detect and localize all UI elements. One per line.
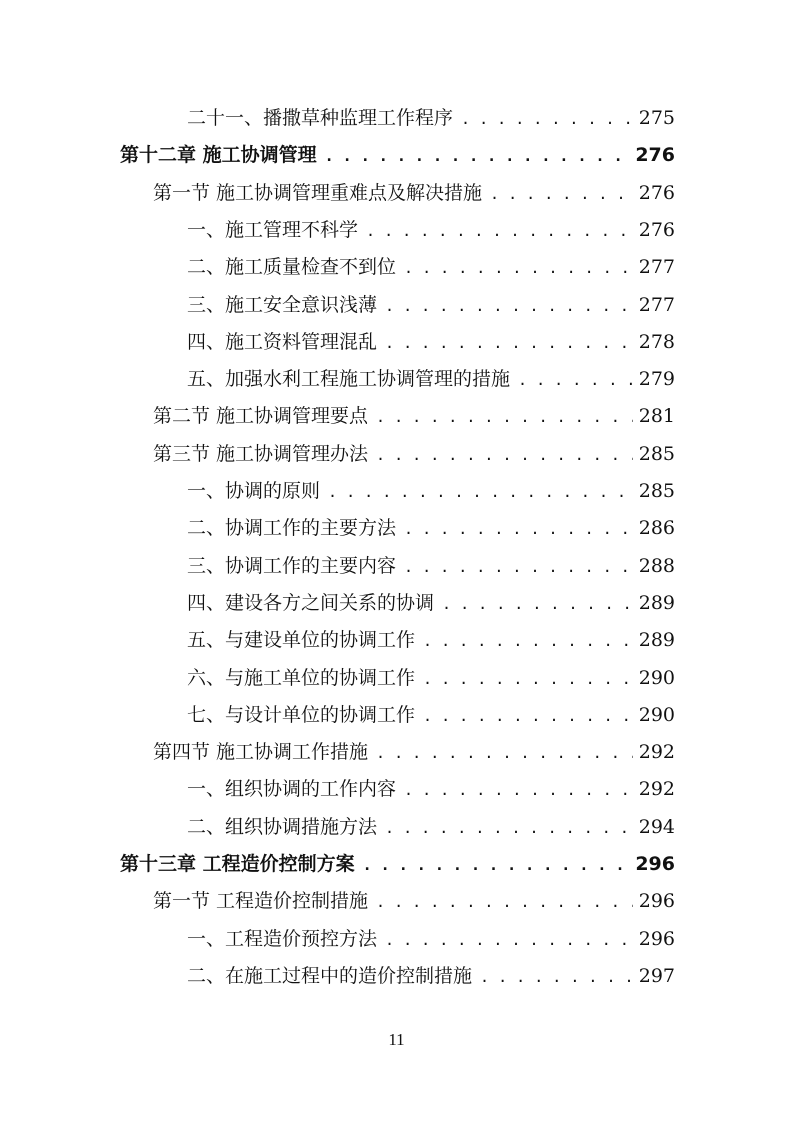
toc-entry-title: 七、与设计单位的协调工作 — [187, 703, 416, 726]
toc-entry[interactable] — [187, 249, 675, 286]
toc-entry[interactable] — [120, 846, 675, 883]
toc-entry-page: 290 — [638, 666, 675, 689]
toc-entry[interactable] — [187, 622, 675, 659]
toc-entry-page: 276 — [635, 144, 675, 167]
toc-entry-page: 292 — [638, 741, 675, 764]
toc-entry-page: 288 — [638, 554, 675, 577]
toc-entry-page: 281 — [638, 405, 675, 428]
toc-entry-page: 296 — [638, 890, 675, 913]
dot-leader — [423, 661, 633, 698]
toc-entry-title: 第十三章 工程造价控制方案 — [120, 853, 355, 875]
toc-entry-page: 278 — [638, 330, 675, 353]
toc-entry[interactable] — [187, 287, 675, 324]
toc-entry-title: 六、与施工单位的协调工作 — [187, 666, 416, 689]
toc-entry[interactable] — [187, 697, 675, 734]
toc-entry-title: 二、协调工作的主要方法 — [187, 517, 397, 540]
dot-leader — [385, 325, 633, 362]
dot-leader — [518, 362, 633, 399]
toc-entry-title: 二、组织协调措施方法 — [187, 815, 378, 838]
dot-leader — [376, 399, 633, 436]
toc-entry[interactable] — [153, 398, 675, 435]
toc-entry[interactable] — [187, 809, 675, 846]
toc-entry-title: 第十二章 施工协调管理 — [120, 144, 317, 167]
dot-leader — [490, 176, 633, 213]
toc-entry[interactable] — [153, 734, 675, 771]
dot-leader — [423, 698, 633, 735]
toc-entry-page: 292 — [638, 778, 675, 801]
toc-entry[interactable] — [153, 175, 675, 212]
toc-entry-title: 一、工程造价预控方法 — [187, 927, 378, 950]
toc-entry[interactable] — [187, 548, 675, 585]
toc-entry[interactable] — [187, 212, 675, 249]
toc-entry-page: 290 — [638, 703, 675, 726]
toc-entry-title: 五、加强水利工程施工协调管理的措施 — [187, 368, 511, 391]
toc-entry-title: 三、协调工作的主要内容 — [187, 554, 397, 577]
toc-entry-page: 277 — [638, 293, 675, 316]
dot-leader — [404, 549, 633, 586]
toc-entry-page: 285 — [638, 442, 675, 465]
toc-entry-title: 一、施工管理不科学 — [187, 218, 359, 241]
dot-leader — [376, 884, 633, 921]
toc-entry-title: 第四节 施工协调工作措施 — [153, 741, 369, 764]
dot-leader — [376, 437, 633, 474]
toc-entry-title: 四、施工资料管理混乱 — [187, 330, 378, 353]
toc-entry[interactable] — [187, 100, 675, 137]
toc-entry-page: 296 — [638, 927, 675, 950]
toc-entry-page: 285 — [638, 480, 675, 502]
dot-leader — [461, 101, 633, 138]
toc-entry[interactable] — [187, 361, 675, 398]
dot-leader — [328, 474, 633, 511]
dot-leader — [366, 213, 633, 250]
dot-leader — [385, 810, 633, 847]
toc-entry-page: 294 — [638, 815, 675, 838]
toc-entry-page: 277 — [638, 256, 675, 279]
toc-entry-title: 三、施工安全意识浅薄 — [187, 293, 378, 316]
toc-entry-title: 一、协调的原则 — [187, 480, 321, 502]
toc-entry-page: 279 — [638, 368, 675, 391]
toc-entry[interactable] — [187, 585, 675, 622]
toc-entry-page: 296 — [635, 853, 675, 875]
toc-entry[interactable] — [153, 883, 675, 920]
toc-entry-title: 第一节 施工协调管理重难点及解决措施 — [153, 181, 483, 204]
toc-entry[interactable] — [187, 921, 675, 958]
toc-entry-title: 四、建设各方之间关系的协调 — [187, 591, 435, 614]
dot-leader — [385, 288, 633, 325]
dot-leader — [404, 772, 633, 809]
toc-entry[interactable] — [187, 660, 675, 697]
toc-entry[interactable] — [153, 436, 675, 473]
toc-entry[interactable] — [120, 137, 675, 174]
toc-entry-title: 一、组织协调的工作内容 — [187, 778, 397, 801]
toc-entry-page: 297 — [638, 964, 675, 987]
toc-entry-title: 第一节 工程造价控制措施 — [153, 890, 369, 913]
toc-entry-title: 二十一、播撒草种监理工作程序 — [187, 107, 454, 129]
toc-entry[interactable] — [187, 324, 675, 361]
dot-leader — [385, 922, 633, 959]
toc-entry-page: 286 — [638, 517, 675, 540]
toc-entry[interactable] — [187, 958, 675, 995]
toc-entry-title: 第二节 施工协调管理要点 — [153, 405, 369, 428]
toc-entry-page: 276 — [638, 218, 675, 241]
toc-entry-page: 276 — [638, 181, 675, 204]
page-number-footer: 11 — [388, 1030, 405, 1049]
toc-entry-page: 289 — [638, 591, 675, 614]
toc-entry-page: 275 — [638, 107, 675, 129]
dot-leader — [363, 847, 630, 884]
toc-entry-title: 二、在施工过程中的造价控制措施 — [187, 964, 473, 987]
toc-entry[interactable] — [187, 510, 675, 547]
dot-leader — [325, 138, 630, 175]
dot-leader — [404, 250, 633, 287]
toc-entry[interactable] — [187, 473, 675, 510]
dot-leader — [376, 735, 633, 772]
dot-leader — [404, 511, 633, 548]
dot-leader — [480, 959, 633, 996]
toc-entry-page: 289 — [638, 629, 675, 652]
dot-leader — [423, 623, 633, 660]
dot-leader — [442, 586, 633, 623]
toc-entry[interactable] — [187, 771, 675, 808]
toc-entry-title: 五、与建设单位的协调工作 — [187, 629, 416, 652]
toc-entry-title: 第三节 施工协调管理办法 — [153, 442, 369, 465]
toc-entry-title: 二、施工质量检查不到位 — [187, 256, 397, 279]
